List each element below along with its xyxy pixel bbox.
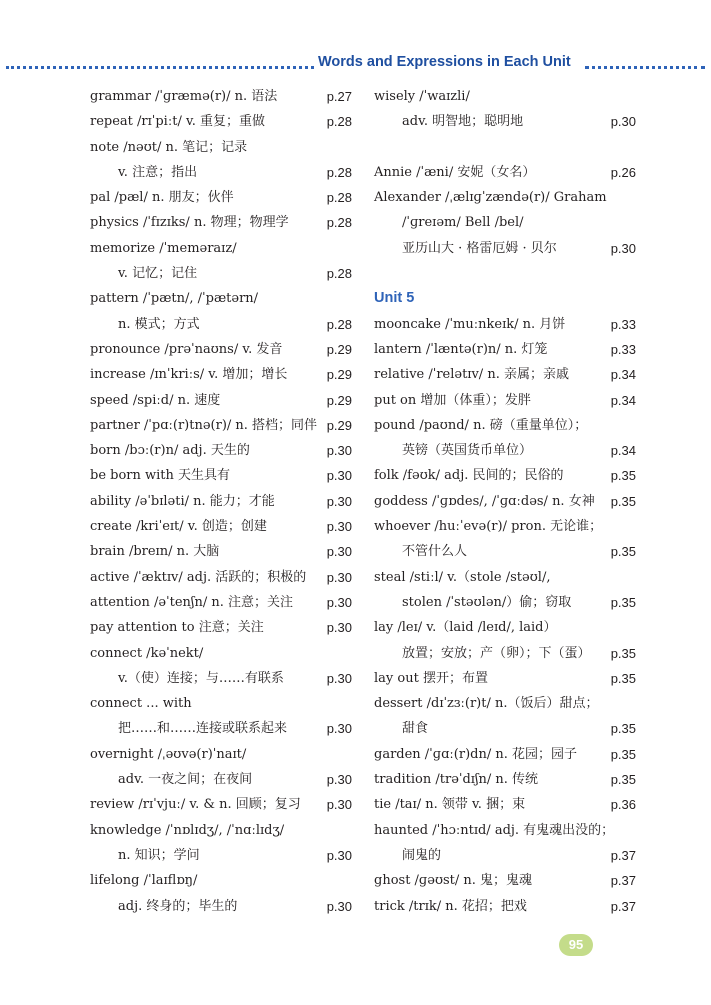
page-ref: p.29 [326,341,352,357]
vocab-row [90,463,352,488]
page-ref: p.30 [326,468,352,484]
vocab-text: goddess /ˈɡɒdes/, /ˈɡɑːdəs/ n. 女神 [374,493,595,509]
vocab-text: lantern /ˈlæntə(r)n/ n. 灯笼 [374,341,548,357]
vocab-text: pronounce /prəˈnaʊns/ v. 发音 [90,341,283,357]
vocab-row [90,362,352,387]
vocab-row [90,615,352,640]
vocab-text: stolen /ˈstəʊlən/）偷；窃取 [402,594,572,610]
vocab-row [90,539,352,564]
header-dotted-rule-left [6,66,314,69]
spacer-row [374,135,636,160]
vocab-text: trick /trɪk/ n. 花招；把戏 [374,898,527,914]
vocab-row [374,514,636,539]
page-ref: p.35 [610,670,636,686]
page-ref: p.26 [610,164,636,180]
vocab-row [374,539,636,564]
vocab-row [90,109,352,134]
vocab-row [374,489,636,514]
page-ref: p.34 [610,367,636,383]
vocab-row [374,413,636,438]
vocab-text: 不管什么人 [402,544,468,560]
vocab-row [90,868,352,893]
vocab-row [90,388,352,413]
page-ref: p.33 [610,316,636,332]
vocab-row [90,489,352,514]
vocab-row [374,641,636,666]
vocab-text: partner /ˈpɑː(r)tnə(r)/ n. 搭档；同伴 [90,417,318,433]
vocab-row [374,792,636,817]
vocab-text: create /kriˈeɪt/ v. 创造；创建 [90,519,267,535]
vocab-text: garden /ˈɡɑː(r)dn/ n. 花园；园子 [374,746,577,762]
vocab-text: speed /spiːd/ n. 速度 [90,392,221,408]
vocab-text: adv. 明智地；聪明地 [402,114,524,130]
vocab-row [90,666,352,691]
vocab-row [374,666,636,691]
vocab-text: Annie /ˈæni/ 安妮（女名） [374,164,536,180]
vocab-text: lifelong /ˈlaɪflɒŋ/ [90,873,198,889]
vocab-text: ability /əˈbɪləti/ n. 能力；才能 [90,493,275,509]
vocab-row [90,261,352,286]
spacer-row [374,261,636,286]
vocab-text: pay attention to 注意；关注 [90,620,264,636]
vocab-text: memorize /ˈmeməraɪz/ [90,240,237,256]
vocab-text: review /rɪˈvjuː/ v. & n. 回顾；复习 [90,797,301,813]
vocab-row [374,236,636,261]
vocab-text: adv. 一夜之间；在夜间 [118,772,253,788]
page-ref: p.30 [326,847,352,863]
vocab-text: put on 增加（体重）；发胖 [374,392,531,408]
page-ref: p.35 [610,746,636,762]
page-ref: p.37 [610,873,636,889]
page-ref: p.34 [610,443,636,459]
page-ref: p.28 [326,164,352,180]
vocab-text: note /nəʊt/ n. 笔记；记录 [90,139,248,155]
page-ref: p.30 [326,797,352,813]
page-ref: p.30 [326,493,352,509]
vocab-row [90,767,352,792]
page-ref: p.35 [610,594,636,610]
page-ref: p.35 [610,493,636,509]
vocab-row [374,362,636,387]
page-ref: p.33 [610,341,636,357]
vocab-text: n. 模式；方式 [118,316,200,332]
vocab-row [90,135,352,160]
vocab-row [374,742,636,767]
vocab-text: Alexander /ˌælɪɡˈzændə(r)/ Graham [374,190,607,206]
vocab-row [90,641,352,666]
page-header-title: Words and Expressions in Each Unit [318,54,571,70]
vocab-text: knowledge /ˈnɒlɪdʒ/, /ˈnɑːlɪdʒ/ [90,822,285,838]
page-ref: p.29 [326,417,352,433]
vocab-text: born /bɔː(r)n/ adj. 天生的 [90,443,250,459]
page-ref: p.30 [326,620,352,636]
page-ref: p.27 [326,89,352,104]
page-ref: p.28 [326,215,352,231]
vocab-row [374,868,636,893]
vocab-row [90,691,352,716]
vocab-row [90,792,352,817]
vocab-text: wisely /ˈwaɪzli/ [374,89,470,104]
vocab-text: lay /leɪ/ v.（laid /leɪd/, laid） [374,620,557,636]
vocab-text: pal /pæl/ n. 朋友；伙伴 [90,190,234,206]
vocab-text: pattern /ˈpætn/, /ˈpætərn/ [90,291,259,307]
vocab-row [90,160,352,185]
page-ref: p.37 [610,898,636,914]
unit-heading: Unit 5 [374,290,415,307]
vocab-text: 把……和……连接或联系起来 [118,721,288,737]
page-ref: p.30 [326,772,352,788]
vocab-text: 亚历山大 · 格雷厄姆 · 贝尔 [402,240,557,256]
vocab-text: mooncake /ˈmuːnkeɪk/ n. 月饼 [374,316,566,332]
vocab-row [90,236,352,261]
vocab-row [90,312,352,337]
page-ref: p.35 [610,645,636,661]
vocab-row [90,514,352,539]
vocab-text: ghost /ɡəʊst/ n. 鬼；鬼魂 [374,873,533,889]
vocab-row [374,210,636,235]
vocab-row [374,109,636,134]
vocab-row [374,463,636,488]
vocab-text: folk /fəʊk/ adj. 民间的；民俗的 [374,468,564,484]
vocab-row [374,312,636,337]
page-ref: p.29 [326,392,352,408]
vocab-text: steal /stiːl/ v.（stole /stəʊl/, [374,569,551,585]
page-ref: p.30 [610,240,636,256]
right-column [374,84,636,919]
vocab-row [90,843,352,868]
vocab-text: pound /paʊnd/ n. 磅（重量单位）； [374,417,588,433]
vocab-row [90,210,352,235]
vocab-row [90,84,352,109]
vocab-row [374,185,636,210]
vocab-text: v. 注意；指出 [118,164,198,180]
vocab-text: connect ... with [90,696,192,712]
vocab-text: v.（使）连接；与……有联系 [118,670,284,686]
vocab-row [90,818,352,843]
vocab-text: 闹鬼的 [402,847,442,863]
page-ref: p.28 [326,266,352,282]
vocab-row [374,894,636,919]
page-ref: p.30 [326,569,352,585]
vocab-row [374,337,636,362]
vocab-text: grammar /ˈɡræmə(r)/ n. 语法 [90,89,278,104]
vocab-row [374,843,636,868]
vocab-row [90,337,352,362]
page-ref: p.30 [326,544,352,560]
vocab-row [90,185,352,210]
vocab-row [374,388,636,413]
page-ref: p.30 [326,594,352,610]
vocab-text: active /ˈæktɪv/ adj. 活跃的；积极的 [90,569,307,585]
page-ref: p.30 [326,898,352,914]
vocab-row [374,565,636,590]
vocab-row [374,438,636,463]
vocab-row [90,438,352,463]
vocab-text: brain /breɪn/ n. 大脑 [90,544,220,560]
left-column [90,84,352,919]
page-ref: p.30 [326,443,352,459]
vocab-text: dessert /dɪˈzɜː(r)t/ n.（饭后）甜点； [374,696,599,712]
vocab-row [374,691,636,716]
vocab-text: v. 记忆；记住 [118,266,198,282]
page-ref: p.28 [326,190,352,206]
vocab-text: overnight /ˌəʊvə(r)ˈnaɪt/ [90,746,247,762]
page-ref: p.34 [610,392,636,408]
vocab-text: repeat /rɪˈpiːt/ v. 重复；重做 [90,114,266,130]
vocab-text: tradition /trəˈdɪʃn/ n. 传统 [374,772,538,788]
vocab-text: attention /əˈtenʃn/ n. 注意；关注 [90,594,293,610]
page-number-badge: 95 [559,934,593,956]
vocab-row [90,716,352,741]
page-ref: p.35 [610,468,636,484]
page-ref: p.30 [610,114,636,130]
vocab-text: connect /kəˈnekt/ [90,645,204,661]
vocab-row [374,767,636,792]
page-ref: p.28 [326,114,352,130]
vocab-text: be born with 天生具有 [90,468,231,484]
vocab-text: 放置；安放；产（卵）；下（蛋） [402,645,591,661]
vocab-text: physics /ˈfɪzɪks/ n. 物理；物理学 [90,215,289,231]
vocab-row [374,716,636,741]
page-ref: p.30 [326,670,352,686]
vocab-text: haunted /ˈhɔːntɪd/ adj. 有鬼魂出没的； [374,822,615,838]
page-ref: p.35 [610,772,636,788]
vocab-row [374,615,636,640]
vocab-row [90,742,352,767]
vocab-text: /ˈɡreɪəm/ Bell /bel/ [402,215,524,231]
vocab-row [90,565,352,590]
page-ref: p.36 [610,797,636,813]
vocab-row [90,413,352,438]
vocab-text: tie /taɪ/ n. 领带 v. 捆；束 [374,797,526,813]
page-ref: p.30 [326,519,352,535]
vocab-text: whoever /huːˈevə(r)/ pron. 无论谁； [374,519,603,535]
vocab-row [374,590,636,615]
page-ref: p.29 [326,367,352,383]
page-ref: p.37 [610,847,636,863]
vocab-row [374,818,636,843]
page-ref: p.28 [326,316,352,332]
vocab-text: adj. 终身的；毕生的 [118,898,238,914]
vocab-row [374,160,636,185]
vocab-row [374,84,636,109]
vocab-row [90,590,352,615]
vocab-text: relative /ˈrelətɪv/ n. 亲属；亲戚 [374,367,569,383]
vocab-text: 甜食 [402,721,429,737]
header-dotted-rule-right [585,66,705,69]
page-ref: p.35 [610,721,636,737]
vocab-row [90,286,352,311]
vocab-text: n. 知识；学问 [118,847,200,863]
vocab-row [90,894,352,919]
vocab-text: increase /ɪnˈkriːs/ v. 增加；增长 [90,367,288,383]
vocab-text: lay out 摆开；布置 [374,670,488,686]
vocab-text: 英镑（英国货币单位） [402,443,533,459]
page-ref: p.30 [326,721,352,737]
page-ref: p.35 [610,544,636,560]
